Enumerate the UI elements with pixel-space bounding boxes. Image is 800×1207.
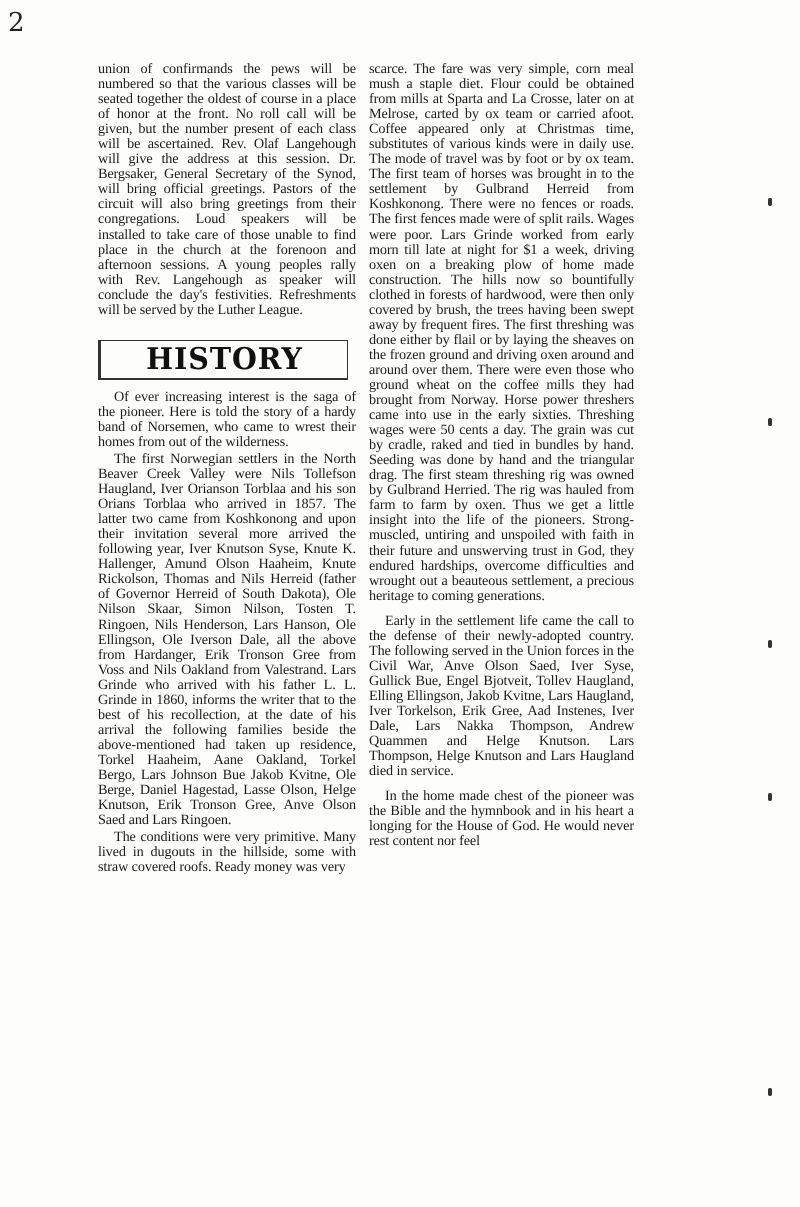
history-heading-box [98,340,348,380]
paragraph-conditions: The conditions were very primitive. Many lived in dugouts in the hillside, some with straw covered roofs. Ready money was very [98,829,356,876]
paragraph-civil-war: Early in the settlement life came the call to the defense of their newly-adopted country. The following served in the Union forces in the Civil War, Anve Olson Saed, Iver Syse, Gullick Bue, Engel Bjotveit, Tollev Haugland, Elling Ellingson, Jakob Kvitne, Lars Haugland, Iver Torkelson, Erik Gree, Aad Instenes, Iver Dale, Lars Nakka Thompson, Andrew Quammen and Helge Knutson. Lars Thompson, Helge Knutson and Lars Haugland died in service. [369,612,634,780]
margin-tick [768,198,772,206]
margin-tick [768,1088,772,1096]
paragraph-first-settlers: The first Norwegian settlers in the North Beaver Creek Valley were Nils Tollefson Haugland, Iver Orianson Torblaa and his son Orians Torblaa who arrived in 1857. The latter two came from Koshkonong and upon their invitation several more arrived the following year, Iver Knutson Syse, Knute K. Hallenger, Amund Olson Haaheim, Knute Rickolson, Thomas and Nils Herreid (father of Governor Herreid of South Dakota), Ole Nilson Skaar, Simon Nilson, Tosten T. Ringoen, Nils Henderson, Lars Hanson, Ole Ellingson, Ole Iverson Dale, all the above from Hardanger, Erik Tronson Gree from Voss and Nils Oakland from Valestrand. Lars Grinde who arrived with his father L. L. Grinde in 1860, informs the writer that to the best of his recollection, at the date of his arrival the following families beside the above-mentioned had taken up residence, Torkel Haaheim, Aane Oakland, Torkel Bergo, Lars Johnson Bue Jakob Kvitne, Ole Berge, Daniel Hagestad, Lasse Olson, Helge Knutson, Erik Tronson Gree, Anve Olson Saed and Lars Ringoen. [98,450,356,829]
margin-tick [768,418,772,426]
paragraph-home-chest: In the home made chest of the pioneer was the Bible and the hymnbook and in his heart a longing for the House of God. He would never rest content nor feel [369,788,634,850]
margin-tick [768,640,772,648]
history-heading: HISTORY [145,341,303,377]
paragraph-pioneer-life: scarce. The fare was very simple, corn meal mush a staple diet. Flour could be obtained from mills at Sparta and La Crosse, later on at Melrose, carted by ox team or carried afoot. Coffee appeared only at Christmas time, substitutes of various kinds were in daily use. The mode of travel was by foot or by ox team. The first team of horses was brought in to the settlement by Gulbrand Herreid from Koshkonong. There were no fences or roads. The first fences made were of split rails. Wages were poor. Lars Grinde worked from early morn till late at night for $1 a week, driving oxen on a breaking plow of home made construction. The hills now so bountifully clothed in forests of hardwood, were then only covered by brush, the trees having been swept away by frequent fires. The first threshing was done either by flail or by laying the sheaves on the frozen ground and driving oxen around and around over them. There were even those who ground wheat on the coffee mills they had brought from Norway. Horse power threshers came into use in the early sixties. Threshing wages were 50 cents a day. The grain was cut by cradle, raked and tied in bundles by hand. Seeding was done by hand and the triangular drag. The first steam threshing rig was owned by Gulbrand Herried. The rig was hauled from farm to farm by oxen. Thus we get a little insight into the life of the pioneers. Strong-muscled, untiring and unspoiled with faith in their future and unswerving trust in God, they endured hardships, overcome difficulties and wrought out a beauteous settlement, a precious heritage to coming generations. [369,61,634,604]
right-column [369,62,634,849]
page-number-mark: 2 [8,8,25,38]
paragraph-saga: Of ever increasing interest is the saga of the pioneer. Here is told the story of a hardy band of Norsemen, who came to wrest their homes from out of the wilderness. [98,388,356,450]
margin-tick [768,793,772,801]
paragraph-confirmands: union of confirmands the pews will be numbered so that the various classes will be seated together the oldest of course in a place of honor at the front. No roll call will be given, but the number present of each class will be ascertained. Rev. Olaf Langehough will give the address at this session. Dr. Bergsaker, General Secretary of the Synod, will bring official greetings. Pastors of the circuit will also bring greetings from their congregations. Loud speakers will be installed to take care of those unable to find place in the church at the forenoon and afternoon sessions. A young peoples rally with Rev. Langehough as speaker will conclude the day's festivities. Refreshments will be served by the Luther League. [98,61,356,318]
left-column [98,62,356,875]
